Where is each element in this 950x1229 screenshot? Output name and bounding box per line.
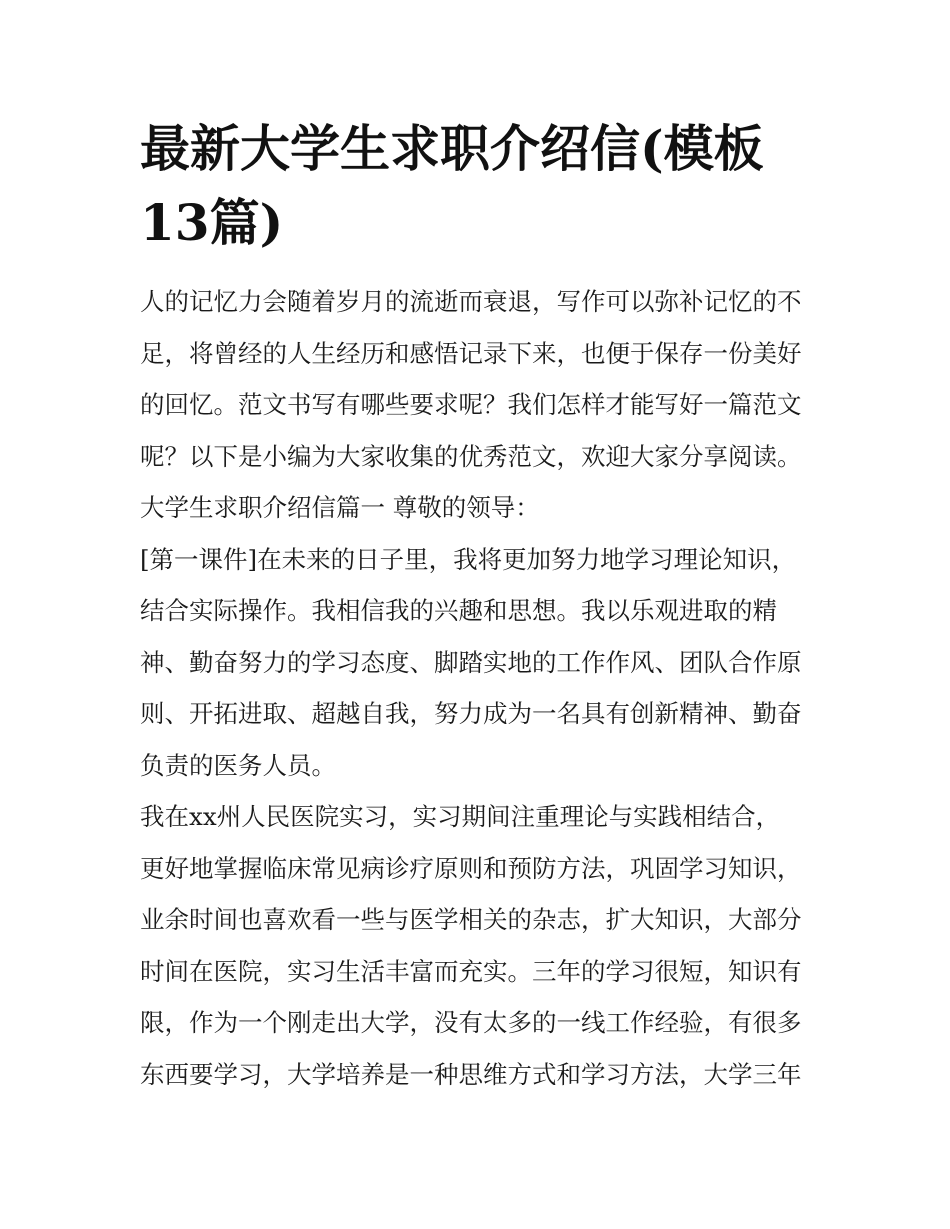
body-line: 的回忆。范文书写有哪些要求呢？我们怎样才能写好一篇范文 (140, 390, 802, 419)
body-line: [第一课件]在未来的日子里，我将更加努力地学习理论知识， (140, 544, 797, 574)
body-line: 足，将曾经的人生经历和感悟记录下来，也便于保存一份美好 (140, 338, 802, 368)
document-title (140, 112, 820, 260)
body-line: 神、勤奋努力的学习态度、脚踏实地的工作作风、团队合作原 (140, 647, 802, 677)
body-line: 东西要学习，大学培养是一种思维方式和学习方法，大学三年 (140, 1059, 802, 1089)
body-line: 则、开拓进取、超越自我，努力成为一名具有创新精神、勤奋 (140, 699, 802, 728)
body-line: 结合实际操作。我相信我的兴趣和思想。我以乐观进取的精 (140, 596, 777, 625)
document-page (140, 112, 820, 1100)
body-line: 时间在医院，实习生活丰富而充实。三年的学习很短，知识有 (140, 956, 802, 986)
body-line: 限，作为一个刚走出大学，没有太多的一线工作经验，有很多 (140, 1008, 802, 1037)
document-body (140, 276, 820, 1100)
body-line: 负责的医务人员。 (140, 750, 336, 780)
title-line: 13篇) (140, 193, 284, 252)
body-line: 我在xx州人民医院实习，实习期间注重理论与实践相结合， (140, 802, 781, 831)
section-heading-line: 大学生求职介绍信篇一 尊敬的领导： (140, 493, 540, 522)
body-line: 更好地掌握临床常见病诊疗原则和预防方法，巩固学习知识， (140, 853, 802, 883)
body-line: 业余时间也喜欢看一些与医学相关的杂志，扩大知识，大部分 (140, 905, 802, 934)
body-line: 人的记忆力会随着岁月的流逝而衰退，写作可以弥补记忆的不 (140, 287, 802, 316)
body-line: 呢？以下是小编为大家收集的优秀范文，欢迎大家分享阅读。 (140, 441, 802, 471)
title-line: 最新大学生求职介绍信(模板 (140, 119, 764, 178)
